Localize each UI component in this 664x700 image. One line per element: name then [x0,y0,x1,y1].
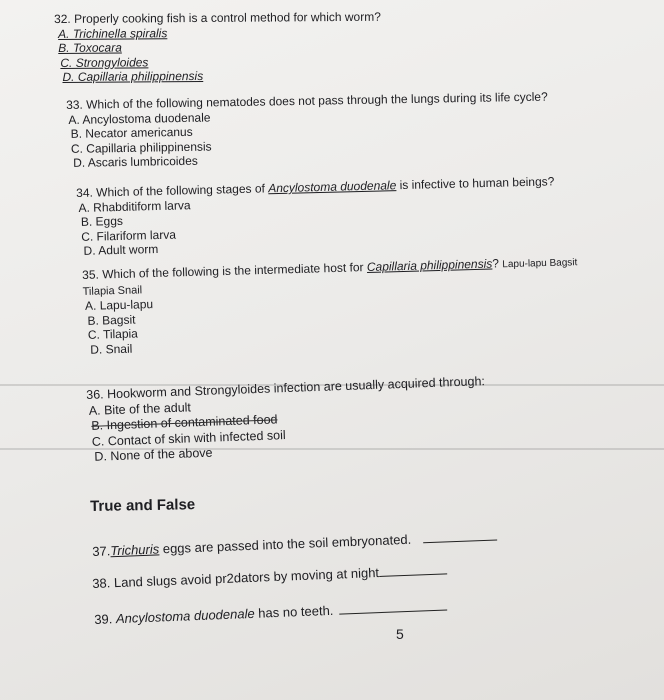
option-a: A. Trichinella spiralis [58,25,168,41]
answer-blank[interactable] [339,608,447,614]
species-name: Capillaria philippinensis [366,256,493,275]
page-number: 5 [396,626,404,642]
option-d: D. Snail [90,341,133,357]
question-36 [86,374,487,465]
species-name: Ancylostoma duodenale [268,178,397,196]
tf-text: Land slugs avoid pr2dators by moving at night [110,564,380,591]
tf-number: 38. [92,575,111,591]
option-c: C. Capillaria philippinensis [70,138,212,156]
question-stem: 32. Properly cooking fish is a control method for which worm? [54,9,381,26]
option-d: D. None of the above [94,445,213,464]
tf-question-39 [94,598,447,628]
option-a: A. Bite of the adult [88,399,192,418]
tf-question-38 [92,562,447,592]
option-d: D. Capillaria philippinensis [62,68,204,84]
species-name: Ancylostoma duodenale [115,605,255,627]
question-32 [54,10,381,85]
option-c: C. Filariform larva [81,227,177,244]
tf-text: has no teeth. [254,602,334,621]
question-34 [76,174,556,258]
option-c: C. Contact of skin with infected soil [91,427,286,449]
section-title: True and False [90,496,196,515]
option-b: B. Eggs [80,213,124,229]
option-b: B. Necator americanus [70,124,193,141]
tf-text: eggs are passed into the soil embryonated. [158,531,412,557]
question-35 [82,254,580,357]
option-c: C. Strongyloides [60,54,149,70]
handwritten-note: Lapu-lapu Bagsit [502,257,578,271]
answer-blank[interactable] [423,538,497,543]
question-stem: 33. Which of the following nematodes does not pass through the lungs during its life cycle? [66,89,548,112]
option-a: A. Lapu-lapu [84,297,154,313]
option-a: A. Rhabditiform larva [78,197,191,215]
option-b: B. Ingestion of contaminated food [91,412,278,433]
option-b: B. Toxocara [58,40,122,55]
option-d: D. Adult worm [83,242,159,258]
option-b: B. Bagsit [87,312,136,328]
tf-number: 39. [94,611,113,627]
answer-blank[interactable] [379,572,447,577]
question-stem: 34. Which of the following stages of Ancylostoma duodenale is infective to human beings? [76,174,555,200]
question-33 [66,90,549,171]
question-stem: 36. Hookworm and Strongyloides infection are usually acquired through: [86,374,486,402]
question-stem: 35. Which of the following is the intermediate host for Capillaria philippinensis? Lapu-lapu Bagsit [82,256,578,282]
species-name: Trichuris [110,541,160,559]
option-d: D. Ascaris lumbricoides [73,153,198,170]
option-c: C. Tilapia [87,326,139,342]
tf-number: 37. [92,543,111,559]
option-a: A. Ancylostoma duodenale [68,109,211,127]
handwritten-answer: Tilapia Snail [82,283,143,298]
tf-question-37 [92,528,497,560]
